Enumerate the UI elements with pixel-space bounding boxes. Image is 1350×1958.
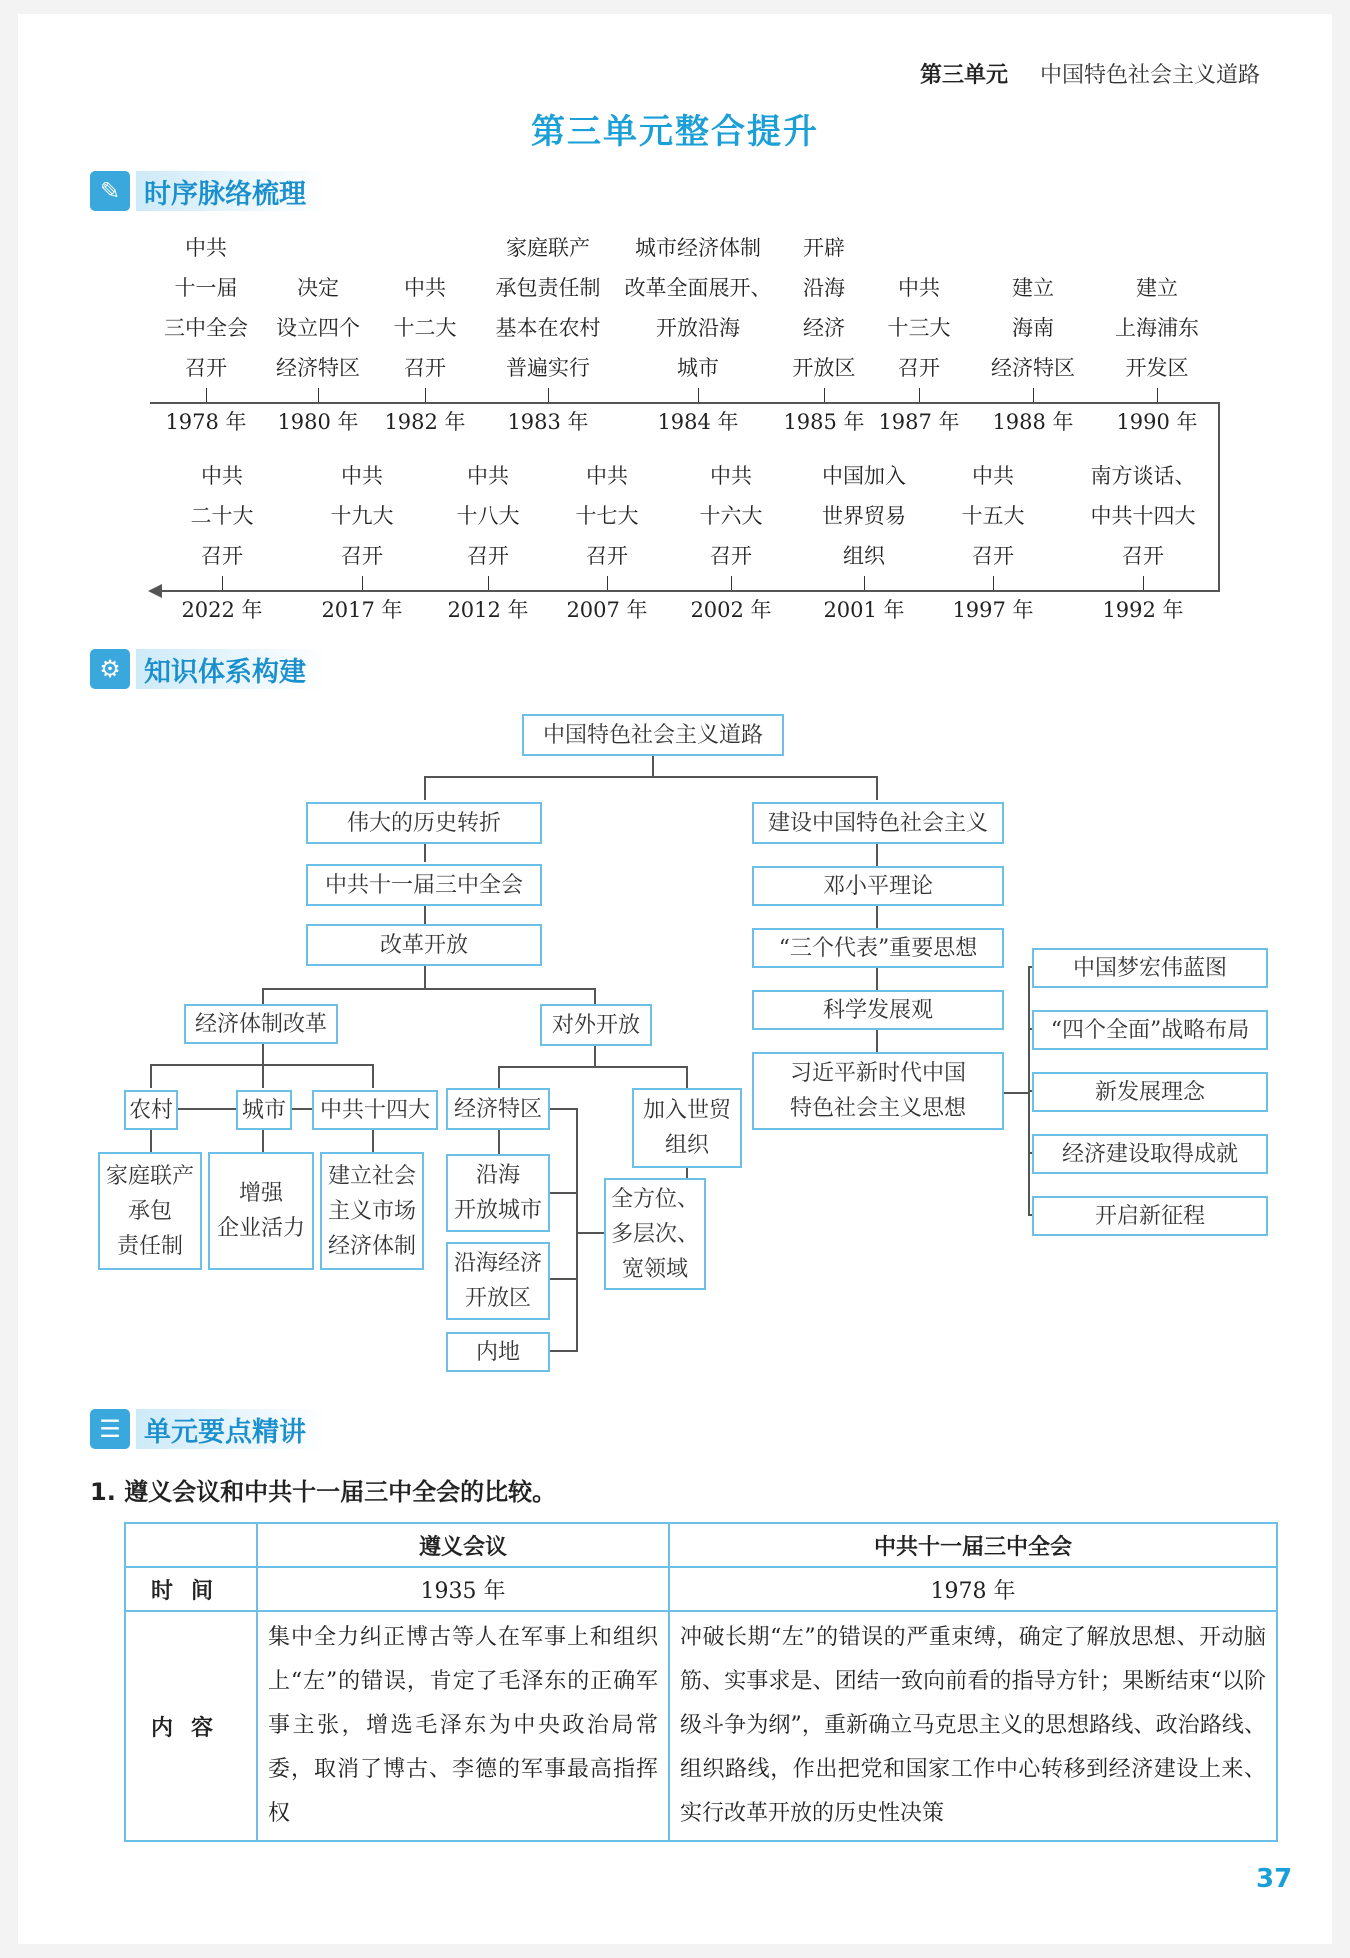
tree-coastal-zones: 沿海经济 开放区 xyxy=(446,1242,550,1320)
timeline-top-tick xyxy=(206,388,207,402)
timeline-bottom-year: 1992 年 xyxy=(1102,598,1184,622)
timeline-bottom-event: 中共 十九大 召开 xyxy=(330,464,394,568)
tree-right-2: 邓小平理论 xyxy=(752,866,1004,906)
timeline-bottom-tick xyxy=(607,576,608,590)
timeline-bottom-tick xyxy=(222,576,223,590)
tree-xi-item-2: “四个全面”战略布局 xyxy=(1032,1010,1268,1050)
question-title: 1. 遵义会议和中共十一届三中全会的比较。 xyxy=(90,1478,557,1506)
timeline-top-tick xyxy=(824,388,825,402)
content-cell-2: 冲破长期“左”的错误的严重束缚，确定了解放思想、开动脑筋、实事求是、团结一致向前看的指导方针；果断结束“以阶级斗争为纲”，重新确立马克思主义的思想路线、政治路线、组织路线，作出把党和国家工作中心转移到经济建设上来、实行改革开放的历史性决策 xyxy=(669,1611,1277,1841)
timeline-top-year: 1988 年 xyxy=(992,410,1074,434)
timeline-top-tick xyxy=(1033,388,1034,402)
timeline-bottom-year: 2007 年 xyxy=(566,598,648,622)
section-knowledge-label: 知识体系构建 xyxy=(136,649,326,689)
timeline-bottom-year: 2017 年 xyxy=(321,598,403,622)
tools-icon: ⚙ xyxy=(90,649,130,689)
timeline-top-event: 中共 十三大 召开 xyxy=(887,276,951,380)
timeline-top-event: 建立 海南 经济特区 xyxy=(991,276,1075,380)
tree-congress14: 中共十四大 xyxy=(312,1090,438,1130)
tree-market-detail: 建立社会 主义市场 经济体制 xyxy=(320,1152,424,1270)
time-cell-1: 1935 年 xyxy=(257,1567,669,1611)
timeline-top-year: 1980 年 xyxy=(277,410,359,434)
timeline-bottom-tick xyxy=(731,576,732,590)
section-timeline xyxy=(90,168,326,214)
timeline-top-event: 中共 十一届 三中全会 召开 xyxy=(164,236,248,380)
timeline-bottom-event: 中国加入 世界贸易 组织 xyxy=(822,464,906,568)
tree-xi-item-4: 经济建设取得成就 xyxy=(1032,1134,1268,1174)
timeline-top-tick xyxy=(1157,388,1158,402)
tree-all-round: 全方位、 多层次、 宽领域 xyxy=(604,1178,706,1290)
time-cell-2: 1978 年 xyxy=(669,1567,1277,1611)
timeline-top-year: 1984 年 xyxy=(657,410,739,434)
section-timeline-label: 时序脉络梳理 xyxy=(136,171,326,211)
tree-sez: 经济特区 xyxy=(446,1088,550,1130)
section-knowledge xyxy=(90,646,326,692)
timeline-top-event: 中共 十二大 召开 xyxy=(393,276,457,380)
timeline-top-year: 1983 年 xyxy=(507,410,589,434)
timeline-bottom-event: 中共 十五大 召开 xyxy=(961,464,1025,568)
tree-urban: 城市 xyxy=(236,1090,292,1130)
timeline-bottom-year: 1997 年 xyxy=(952,598,1034,622)
content-cell-1: 集中全力纠正博古等人在军事上和组织上“左”的错误，肯定了毛泽东的正确军事主张，增选毛泽东为中央政治局常委，取消了博古、李德的军事最高指挥权 xyxy=(257,1611,669,1841)
tree-xi-item-3: 新发展理念 xyxy=(1032,1072,1268,1112)
timeline-bottom-year: 2012 年 xyxy=(447,598,529,622)
tree-xi-item-1: 中国梦宏伟蓝图 xyxy=(1032,948,1268,988)
timeline-top-event: 家庭联产 承包责任制 基本在农村 普遍实行 xyxy=(495,236,601,380)
timeline-top-tick xyxy=(919,388,920,402)
header-title: 中国特色社会主义道路 xyxy=(1040,63,1261,88)
timeline-top-year: 1990 年 xyxy=(1116,410,1198,434)
comparison-table xyxy=(124,1522,1278,1842)
timeline-arrow-icon xyxy=(148,584,162,598)
table-row-time xyxy=(125,1567,1277,1611)
tree-left-1: 伟大的历史转折 xyxy=(306,802,542,844)
section-keypoints-label: 单元要点精讲 xyxy=(136,1409,326,1449)
tree-right-1: 建设中国特色社会主义 xyxy=(752,802,1004,844)
timeline-bottom-tick xyxy=(993,576,994,590)
header-unit: 第三单元 xyxy=(920,63,1009,88)
tree-right-3: “三个代表”重要思想 xyxy=(752,928,1004,968)
timeline-top-year: 1982 年 xyxy=(384,410,466,434)
timeline-bottom-tick xyxy=(864,576,865,590)
table-row-content xyxy=(125,1611,1277,1841)
book-stack-icon: ☰ xyxy=(90,1409,130,1449)
tree-xi-item-5: 开启新征程 xyxy=(1032,1196,1268,1236)
tree-right-4: 科学发展观 xyxy=(752,990,1004,1030)
timeline-top-axis xyxy=(150,402,1220,404)
tree-opening: 对外开放 xyxy=(540,1004,652,1046)
tree-left-3: 改革开放 xyxy=(306,924,542,966)
tree-rural: 农村 xyxy=(124,1090,178,1130)
timeline-top-tick xyxy=(318,388,319,402)
timeline-bottom-axis xyxy=(158,590,1220,592)
tree-urban-detail: 增强 企业活力 xyxy=(208,1152,314,1270)
tree-rural-detail: 家庭联产 承包 责任制 xyxy=(98,1152,202,1270)
edit-icon: ✎ xyxy=(90,171,130,211)
page-number: 37 xyxy=(1256,1864,1293,1894)
row-label-content: 内容 xyxy=(125,1611,257,1841)
timeline-bottom-year: 2022 年 xyxy=(181,598,263,622)
tree-economy: 经济体制改革 xyxy=(184,1004,338,1044)
timeline-bottom-event: 中共 十八大 召开 xyxy=(456,464,520,568)
page-title: 第三单元整合提升 xyxy=(531,112,819,152)
tree-inland: 内地 xyxy=(446,1332,550,1372)
timeline-top-year: 1978 年 xyxy=(165,410,247,434)
timeline-bottom-tick xyxy=(362,576,363,590)
tree-left-2: 中共十一届三中全会 xyxy=(306,864,542,906)
tree-root: 中国特色社会主义道路 xyxy=(522,714,784,756)
tree-coastal-cities: 沿海 开放城市 xyxy=(446,1154,550,1232)
timeline-top-year: 1987 年 xyxy=(878,410,960,434)
timeline-top-event: 开辟 沿海 经济 开放区 xyxy=(792,236,856,380)
table-corner xyxy=(125,1523,257,1567)
table-col2-header: 中共十一届三中全会 xyxy=(669,1523,1277,1567)
timeline-bottom-event: 中共 二十大 召开 xyxy=(190,464,254,568)
tree-wto: 加入世贸 组织 xyxy=(632,1088,742,1168)
table-col1-header: 遵义会议 xyxy=(257,1523,669,1567)
timeline-top-event: 决定 设立四个 经济特区 xyxy=(276,276,360,380)
section-keypoints xyxy=(90,1406,326,1452)
timeline-top-tick xyxy=(698,388,699,402)
timeline-bottom-tick xyxy=(1143,576,1144,590)
timeline-top-tick xyxy=(425,388,426,402)
row-label-time: 时间 xyxy=(125,1567,257,1611)
timeline-top-year: 1985 年 xyxy=(783,410,865,434)
timeline-bottom-tick xyxy=(488,576,489,590)
timeline-bottom-event: 中共 十七大 召开 xyxy=(575,464,639,568)
table-header-row xyxy=(125,1523,1277,1567)
timeline-top-tick xyxy=(548,388,549,402)
timeline-bottom-event: 南方谈话、 中共十四大 召开 xyxy=(1090,464,1196,568)
timeline-bottom-year: 2001 年 xyxy=(823,598,905,622)
timeline-right-connector xyxy=(1218,402,1220,592)
timeline-bottom-event: 中共 十六大 召开 xyxy=(699,464,763,568)
timeline-bottom-year: 2002 年 xyxy=(690,598,772,622)
timeline-top-event: 建立 上海浦东 开发区 xyxy=(1115,276,1199,380)
tree-right-5: 习近平新时代中国 特色社会主义思想 xyxy=(752,1052,1004,1130)
timeline-top-event: 城市经济体制 改革全面展开、 开放沿海 城市 xyxy=(624,236,772,380)
